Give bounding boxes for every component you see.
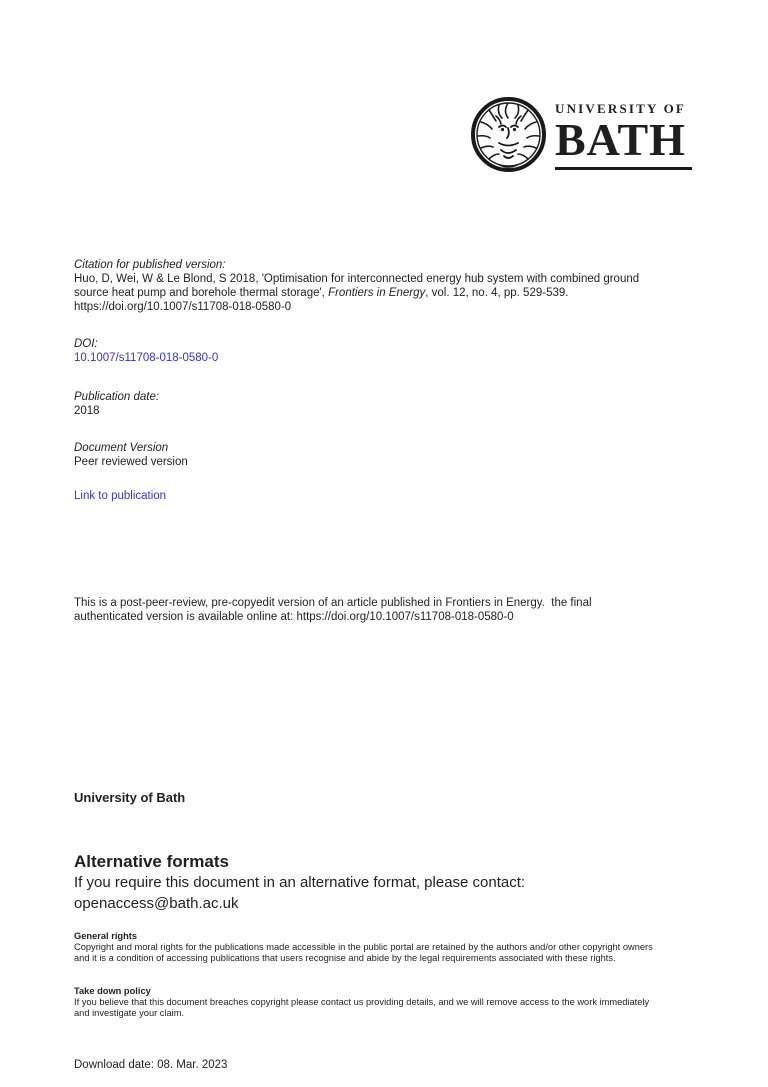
general-rights-heading: General rights bbox=[74, 931, 138, 941]
document-version-value: Peer reviewed version bbox=[74, 456, 188, 468]
publisher-notice-line-1: This is a post-peer-review, pre-copyedit version of an article published in Frontiers in Energy. the final bbox=[74, 597, 592, 609]
citation-line-2-pre: source heat pump and borehole thermal storage', bbox=[74, 287, 329, 299]
publication-date-section bbox=[74, 390, 159, 418]
take-down-policy-heading: Take down policy bbox=[74, 986, 151, 996]
citation-line-1: Huo, D, Wei, W & Le Blond, S 2018, 'Optimisation for interconnected energy hub system with combined ground bbox=[74, 273, 640, 285]
publication-date-value: 2018 bbox=[74, 405, 100, 417]
general-rights-line-1: Copyright and moral rights for the publications made accessible in the public portal are retained by the authors and/or other copyright owners bbox=[74, 942, 653, 952]
publisher-notice bbox=[74, 596, 592, 624]
take-down-policy-section bbox=[74, 986, 649, 1019]
university-of-bath-logo bbox=[470, 96, 692, 173]
document-version-label: Document Version bbox=[74, 442, 169, 454]
publication-date-label: Publication date: bbox=[74, 391, 160, 403]
take-down-policy-line-2: and investigate your claim. bbox=[74, 1008, 185, 1018]
general-rights-section bbox=[74, 931, 653, 964]
open-access-email[interactable]: openaccess@bath.ac.uk bbox=[74, 895, 239, 912]
download-date: Download date: 08. Mar. 2023 bbox=[74, 1059, 228, 1071]
citation-section bbox=[74, 258, 639, 314]
publisher-notice-line-2: authenticated version is available online at: https://doi.org/10.1007/s11708-018-0580-0 bbox=[74, 611, 514, 623]
citation-journal-title: Frontiers in Energy bbox=[328, 287, 426, 299]
take-down-policy-line-1: If you believe that this document breaches copyright please contact us providing details, and we will remove access to the work immediately bbox=[74, 997, 650, 1007]
doi-link[interactable]: 10.1007/s11708-018-0580-0 bbox=[74, 352, 219, 364]
logo-wordmark bbox=[555, 96, 692, 170]
doi-label: DOI: bbox=[74, 338, 98, 350]
link-to-publication[interactable]: Link to publication bbox=[74, 490, 167, 502]
doi-section bbox=[74, 337, 218, 365]
link-to-publication-section bbox=[74, 489, 166, 503]
citation-line-2 bbox=[74, 286, 639, 300]
logo-university-of-text: UNIVERSITY OF bbox=[555, 101, 687, 116]
university-name: University of Bath bbox=[74, 790, 186, 805]
citation-label: Citation for published version: bbox=[74, 259, 226, 271]
general-rights-line-2: and it is a condition of accessing publications that users recognise and abide by the legal requirements associated with these rights. bbox=[74, 953, 616, 963]
alternative-formats-heading: Alternative formats bbox=[74, 852, 229, 871]
bath-crest-icon bbox=[470, 96, 547, 173]
citation-line-2-post: , vol. 12, no. 4, pp. 529-539. bbox=[425, 287, 569, 299]
alternative-formats-section bbox=[74, 851, 525, 914]
logo-bath-text: BATH bbox=[555, 114, 686, 165]
alternative-formats-text: If you require this document in an alternative format, please contact: bbox=[74, 874, 526, 891]
logo-underline bbox=[555, 167, 692, 170]
citation-url: https://doi.org/10.1007/s11708-018-0580-0 bbox=[74, 301, 292, 313]
document-version-section bbox=[74, 441, 188, 469]
